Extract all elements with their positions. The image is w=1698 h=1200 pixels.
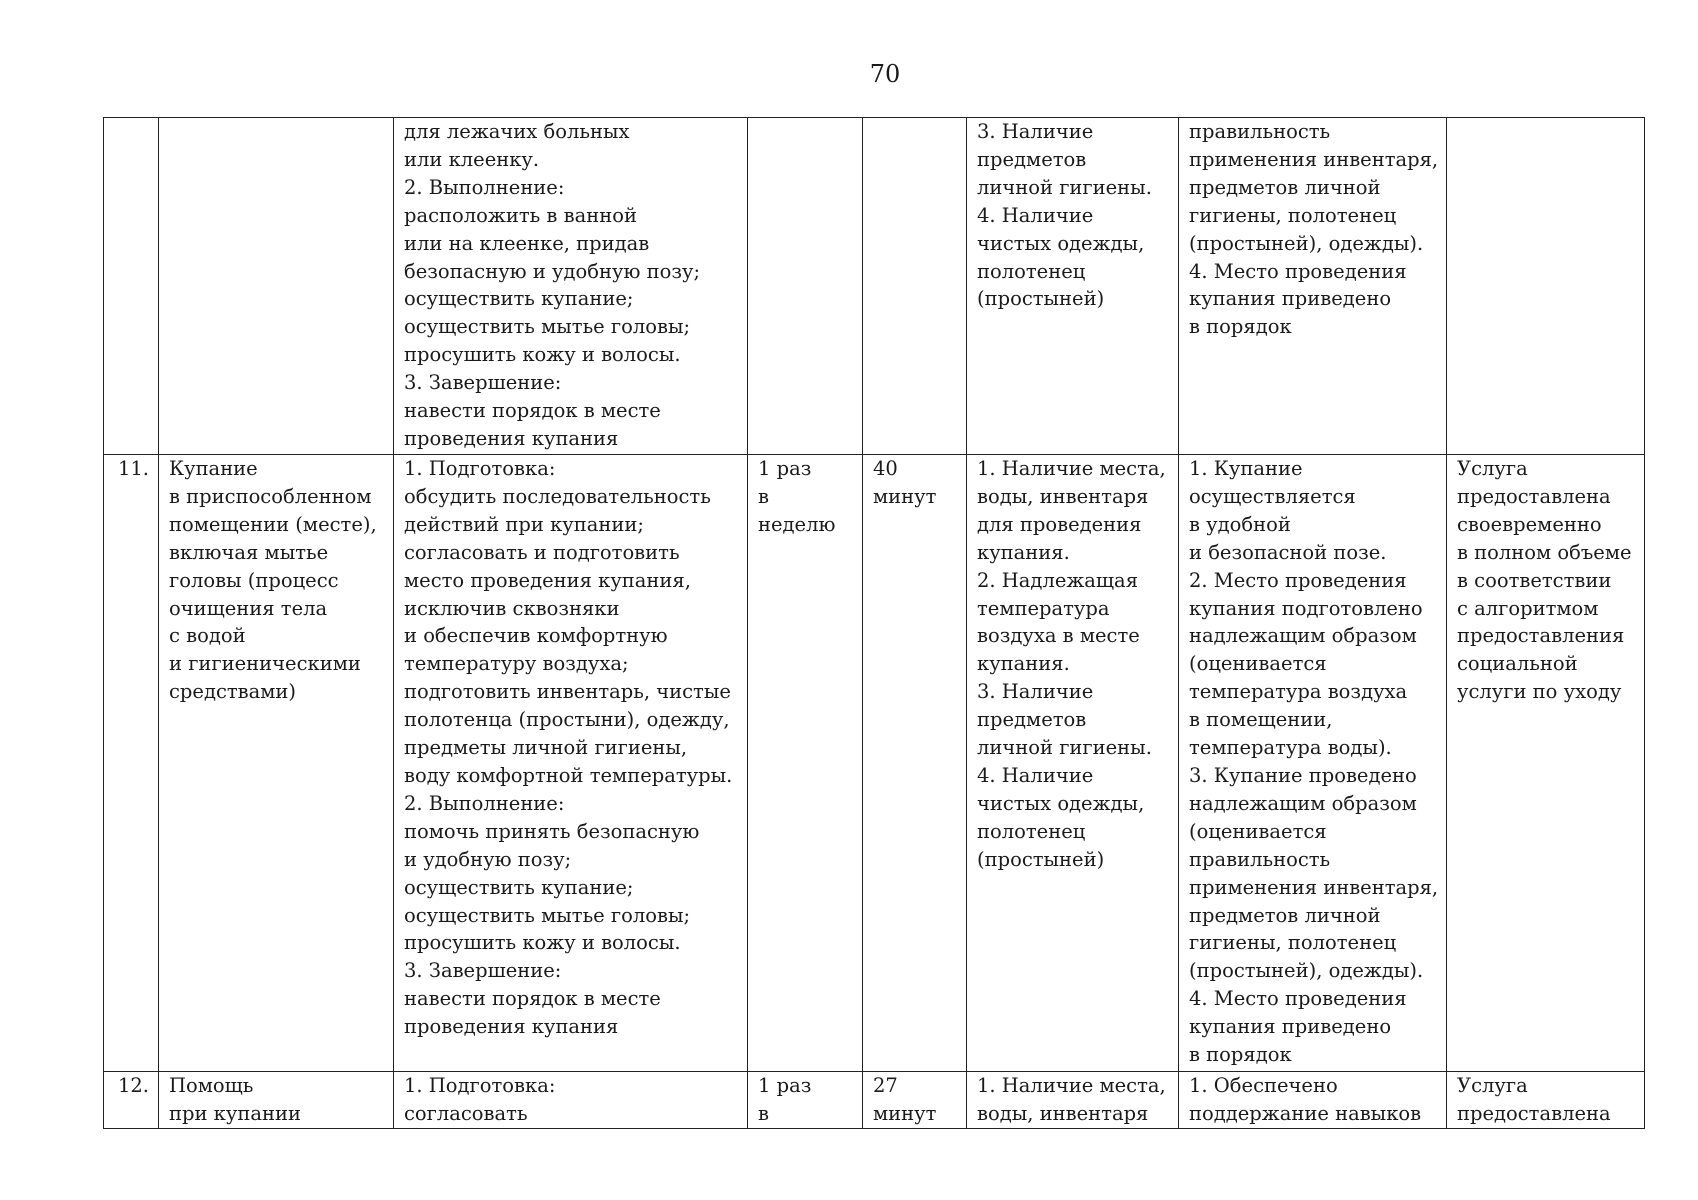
result-cell — [1447, 118, 1645, 455]
result-cell: Услуга предоставлена своевременно в полном объеме в соответствии с алгоритмом предоставления социальной услуги по уходу — [1447, 455, 1645, 1072]
frequency-cell: 1 раз в — [748, 1072, 863, 1129]
conditions-cell: 3. Наличие предметов личной гигиены. 4. Наличие чистых одежды, полотенец (простыней) — [967, 118, 1179, 455]
conditions-cell: 1. Наличие места, воды, инвентаря — [967, 1072, 1179, 1129]
table-row — [104, 455, 1645, 1072]
service-name-cell — [159, 118, 394, 455]
table-row — [104, 118, 1645, 455]
duration-cell — [863, 118, 967, 455]
row-number-cell: 12. — [104, 1072, 159, 1129]
algorithm-cell: 1. Подготовка: согласовать — [394, 1072, 748, 1129]
row-number-cell: 11. — [104, 455, 159, 1072]
quality-cell: 1. Обеспечено поддержание навыков — [1179, 1072, 1447, 1129]
result-cell: Услуга предоставлена — [1447, 1072, 1645, 1129]
quality-cell: правильность применения инвентаря, предметов личной гигиены, полотенец (простыней), одежды). 4. Место проведения купания приведено в порядок — [1179, 118, 1447, 455]
conditions-cell: 1. Наличие места, воды, инвентаря для проведения купания. 2. Надлежащая температура воздуха в месте купания. 3. Наличие предметов личной гигиены. 4. Наличие чистых одежды, полотенец (простыней) — [967, 455, 1179, 1072]
service-name-cell: Купание в приспособленном помещении (месте), включая мытье головы (процесс очищения тела с водой и гигиеническими средствами) — [159, 455, 394, 1072]
services-table — [103, 117, 1645, 1129]
frequency-cell — [748, 118, 863, 455]
row-number-cell — [104, 118, 159, 455]
algorithm-cell: 1. Подготовка: обсудить последовательность действий при купании; согласовать и подготовить место проведения купания, исключив сквозняки и обеспечив комфортную температуру воздуха; подготовить инвентарь, чистые полотенца (простыни), одежду, предметы личной гигиены, воду комфортной температуры. 2. Выполнение: помочь принять безопасную и удобную позу; осуществить купание; осуществить мытье головы; просушить кожу и волосы. 3. Завершение: навести порядок в месте проведения купания — [394, 455, 748, 1072]
duration-cell: 27 минут — [863, 1072, 967, 1129]
service-name-cell: Помощь при купании — [159, 1072, 394, 1129]
table-row — [104, 1072, 1645, 1129]
quality-cell: 1. Купание осуществляется в удобной и безопасной позе. 2. Место проведения купания подготовлено надлежащим образом (оценивается температура воздуха в помещении, температура воды). 3. Купание проведено надлежащим образом (оценивается правильность применения инвентаря, предметов личной гигиены, полотенец (простыней), одежды). 4. Место проведения купания приведено в порядок — [1179, 455, 1447, 1072]
page-number: 70 — [869, 60, 901, 88]
algorithm-cell: для лежачих больных или клеенку. 2. Выполнение: расположить в ванной или на клеенке, придав безопасную и удобную позу; осуществить купание; осуществить мытье головы; просушить кожу и волосы. 3. Завершение: навести порядок в месте проведения купания — [394, 118, 748, 455]
duration-cell: 40 минут — [863, 455, 967, 1072]
frequency-cell: 1 раз в неделю — [748, 455, 863, 1072]
